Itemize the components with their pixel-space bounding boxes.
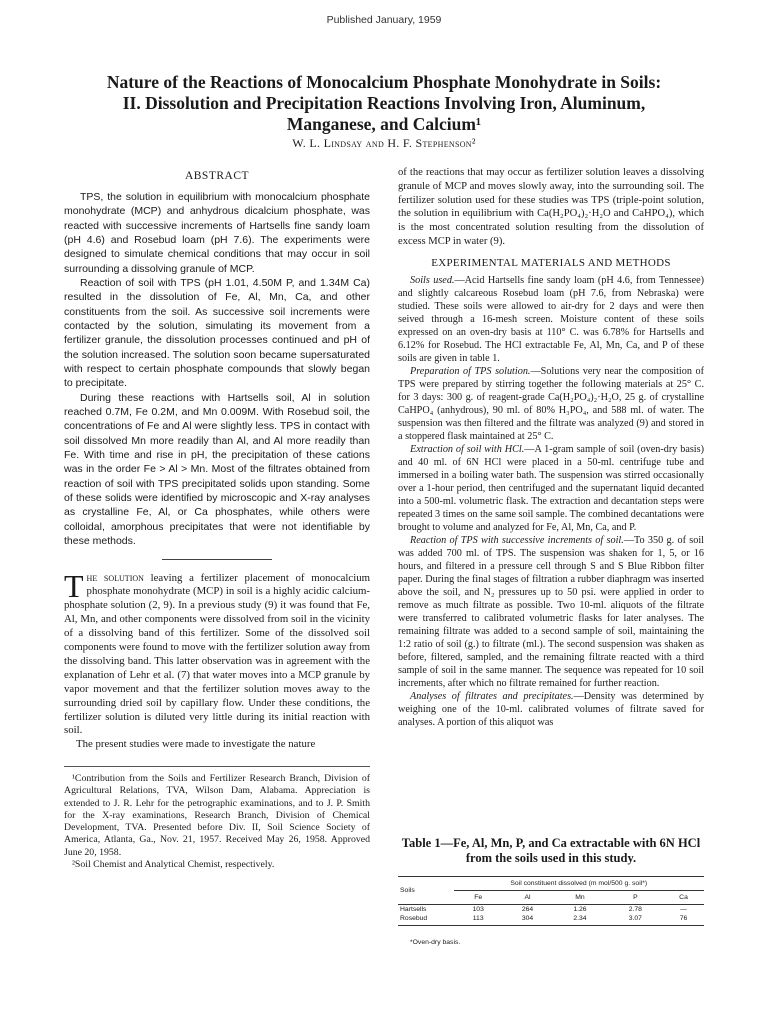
- col-header-ca: Ca: [663, 891, 704, 905]
- introduction: [64, 567, 371, 753]
- methods-paragraph: [398, 274, 704, 365]
- footnote: ¹Contribution from the Soils and Fertilizer Research Branch, Division of Agricultural Relations, TVA, Wilson Dam, Alabama. Appreciation is extended to J. R. Lehr for the petrographic examinations, and to J. P. Smith for the X-ray examinations, Research Branch, Division of Chemical Development, TVA. Presented before Div. II, Soil Science Society of America, Atlanta, Ga., Nov. 21, 1957. Received May 26, 1958. Approved June 20, 1958.: [64, 773, 370, 858]
- paragraph-text: —A 1-gram sample of soil (oven-dry basis) and 40 ml. of 6N HCl were placed in a 50-ml. centrifuge tube and immersed in a boiling water bath. The suspension was stirred occasionally over a 1-hour period, then centrifuged and the supernatant liquid decanted into a 500-ml. volumetric flask. The extraction and decantation steps were repeated 3 times on the same soil sample. The combined decantations were brought to volume and analyzed for Fe, Al, Mn, Ca, and P.: [398, 443, 704, 533]
- abstract-paragraph: Reaction of soil with TPS (pH 1.01, 4.50M P, and 1.34M Ca) resulted in the dissolution of Fe, Al, Mn, Ca, and other constituents from the soil. As successive soil increments were contacted by the solution, simulating its movement from a fertilizer granule, the dissolution processes continued and pH of the solution increased. The solution soon became supersaturated with respect to certain phosphate compounds that slowly began to precipitate.: [64, 276, 370, 390]
- table-header-row: [398, 877, 704, 891]
- methods-paragraph: [398, 443, 704, 534]
- section-heading: EXPERIMENTAL MATERIALS AND METHODS: [431, 256, 671, 269]
- cell-soil: Hartsells: [400, 906, 427, 913]
- paragraph-label: Reaction of TPS with successive increments of soil.: [410, 534, 624, 546]
- intro-lead: he solution: [86, 571, 144, 584]
- paper-title: [60, 72, 708, 135]
- cell-mn: 2.34: [552, 914, 607, 926]
- paragraph-label: Extraction of soil with HCl.: [410, 443, 525, 455]
- cell-mn: 1.26: [573, 906, 587, 913]
- cell-p: 3.07: [608, 914, 663, 926]
- paragraph-label: Preparation of TPS solution.: [410, 365, 531, 377]
- methods-paragraph: [398, 365, 704, 443]
- cell-ca: 76: [663, 914, 704, 926]
- left-column: [64, 170, 370, 871]
- title-line-1: Nature of the Reactions of Monocalcium Phosphate Monohydrate in Soils:: [106, 72, 662, 92]
- drop-cap: T: [64, 567, 84, 604]
- abstract-heading: ABSTRACT: [184, 170, 250, 182]
- paragraph-label: Soils used.: [410, 274, 455, 286]
- table-footnote: *Oven-dry basis.: [410, 939, 461, 946]
- paragraph-text: —Acid Hartsells fine sandy loam (pH 4.6, from Tennessee) and slightly calcareous Rosebud loam (pH 7.6, from Nebraska) were studied. These soils were allowed to air-dry for 2 days and were then seived through a 16-mesh screen. Moisture content of these soils expressed on an oven-dry basis at 110° C. was 6.78% for Hartsells and 6.12% for Rosebud. The HCl extractable Fe, Al, Mn, Ca, and P of these soils are given in table 1.: [398, 274, 705, 364]
- abstract-paragraph: During these reactions with Hartsells soil, Al in solution reached 0.7M, Fe 0.2M, and Mn 0.009M. With Rosebud soil, the concentrations of Fe and Al were slightly less. TPS in contact with soil dissolved Mn more readily than Al, and Al more readily than Fe. With time and rise in pH, the precipitation of these cations was in the order Fe > Al > Mn. Most of the filtrates obtained from reaction of soil with TPS precipitated solids upon standing. Some of these solids were identified by microscopic and X-ray analyses as crystalline Fe, Al, or Ca phosphates, while others were colloidal, amorphous precipitates that were not identifiable by these methods.: [64, 391, 370, 548]
- col-header-soils: Soils: [398, 877, 454, 905]
- methods-paragraph: [398, 534, 704, 690]
- paragraph-label: Analyses of filtrates and precipitates.: [410, 690, 574, 702]
- cell-al: 304: [503, 914, 552, 926]
- abstract: [64, 170, 370, 549]
- col-group-header: Soil constituent dissolved (m mol/500 g. soil*): [454, 877, 704, 891]
- footnote: ²Soil Chemist and Analytical Chemist, respectively.: [72, 858, 275, 870]
- intro-text: leaving a fertilizer placement of monocalcium phosphate monohydrate (MCP) in soil is a highly acidic calcium-phosphate solution (2, 9). In a previous study (9) it was found that Fe, Al, Mn, and other components were dissolved from soil in the vicinity of a dissolving band of this fertilizer. Some of the dissolved soil components were found to move with the fertilizer solution away from the dissolving band. This latter observation was in agreement with the explanation of Lehr et al. (7) that water moves into a MCP granule by vapor movement and that the fertilizer solution moves away to the surrounding dried soil by capillary flow. Under these conditions, the fertilizer solution is diluted very little during its initial reaction with soil.: [64, 571, 371, 737]
- cell-ca: —: [680, 906, 687, 913]
- cell-p: 2.78: [628, 906, 642, 913]
- intro-paragraph: [64, 567, 371, 739]
- paragraph-text: —To 350 g. of soil was added 700 ml. of TPS. The suspension was shaken for 1, 5, or 16 hours, and filtered in a pressure cell through S and S Blue Ribbon filter paper. During the final stages of filtration a rubber diaphragm was inserted above the soil, and N₂ pressures up to 50 psi. were applied in order to remove as much filtrate as possible. Two 10-ml. aliquots of the filtrate were transferred to calibrated volumetric flasks for later analyses. The remaining filtrate was added to a second sample of soil, maintaining the 1:2 ratio of soil (g.) to filtrate (ml.). The second suspension was shaken as before, filtered, sampled, and the remaining filtrate reacted with a third sample of soil in the same manner. The sequence was repeated for 10 soil increments, after which no filtrate remained for further reaction.: [398, 534, 704, 689]
- footnotes: [64, 766, 370, 871]
- col-header-p: P: [608, 891, 663, 905]
- col-header-mn: Mn: [552, 891, 607, 905]
- col-header-al: Al: [503, 891, 552, 905]
- intro-continuation: of the reactions that may occur as fertilizer solution leaves a dissolving granule of MCP and moves slowly away, into the surrounding soil. The fertilizer solution used for these studies was TPS (triple-point solution, the solution in equilibrium with Ca(H₂PO₄)₂·H₂O and CaHPO₄), which is the most concentrated solution resulting from the dissolution of excess MCP in water (9).: [398, 167, 704, 247]
- cell-fe: 103: [472, 906, 484, 913]
- intro-paragraph: The present studies were made to investigate the nature: [76, 738, 316, 751]
- title-line-3: Manganese, and Calcium¹: [286, 114, 482, 134]
- table-caption: Table 1—Fe, Al, Mn, P, and Ca extractable with 6N HCl from the soils used in this study.: [401, 836, 701, 865]
- table-1: [398, 876, 704, 926]
- methods-paragraph: [398, 690, 704, 729]
- cell-soil: Rosebud: [398, 914, 454, 926]
- right-column: [398, 166, 704, 729]
- title-line-2: II. Dissolution and Precipitation Reactions Involving Iron, Aluminum,: [122, 93, 646, 113]
- table-row: [398, 905, 704, 915]
- authors: W. L. Lindsay and H. F. Stephenson²: [292, 136, 476, 150]
- table-row: [398, 914, 704, 926]
- cell-fe: 113: [454, 914, 503, 926]
- paragraph-text: —Solutions very near the composition of TPS were prepared by stirring together the following materials at 25° C. for 3 days: 300 g. of reagent-grade Ca(H₂PO₄)₂·H₂O, 25 g. of crystalline CaHPO₄ (anhydrous), 90 ml. of 80% H₃PO₄, and 588 ml. of water. The suspension was then filtered and the filtrate was analyzed (9) and stored in a stoppered flask maintained at 25° C.: [398, 365, 704, 442]
- abstract-paragraph: TPS, the solution in equilibrium with monocalcium phosphate monohydrate (MCP) and anhydrous dicalcium phosphate, was reacted with successive increments of Hartsells fine sandy loam (pH 4.6) and Rosebud loam (pH 7.6). The experiments were designed to simulate chemical conditions that may occur in soil surrounding a dissolving granule of MCP.: [64, 190, 370, 275]
- published-date: Published January, 1959: [326, 14, 442, 26]
- col-header-fe: Fe: [454, 891, 503, 905]
- paragraph-text: —Density was determined by weighing one of the 10-ml. calibrated volumes of filtrate saved for analyses. A portion of this aliquot was: [398, 690, 705, 728]
- abstract-divider: [162, 559, 272, 560]
- cell-al: 264: [521, 906, 534, 913]
